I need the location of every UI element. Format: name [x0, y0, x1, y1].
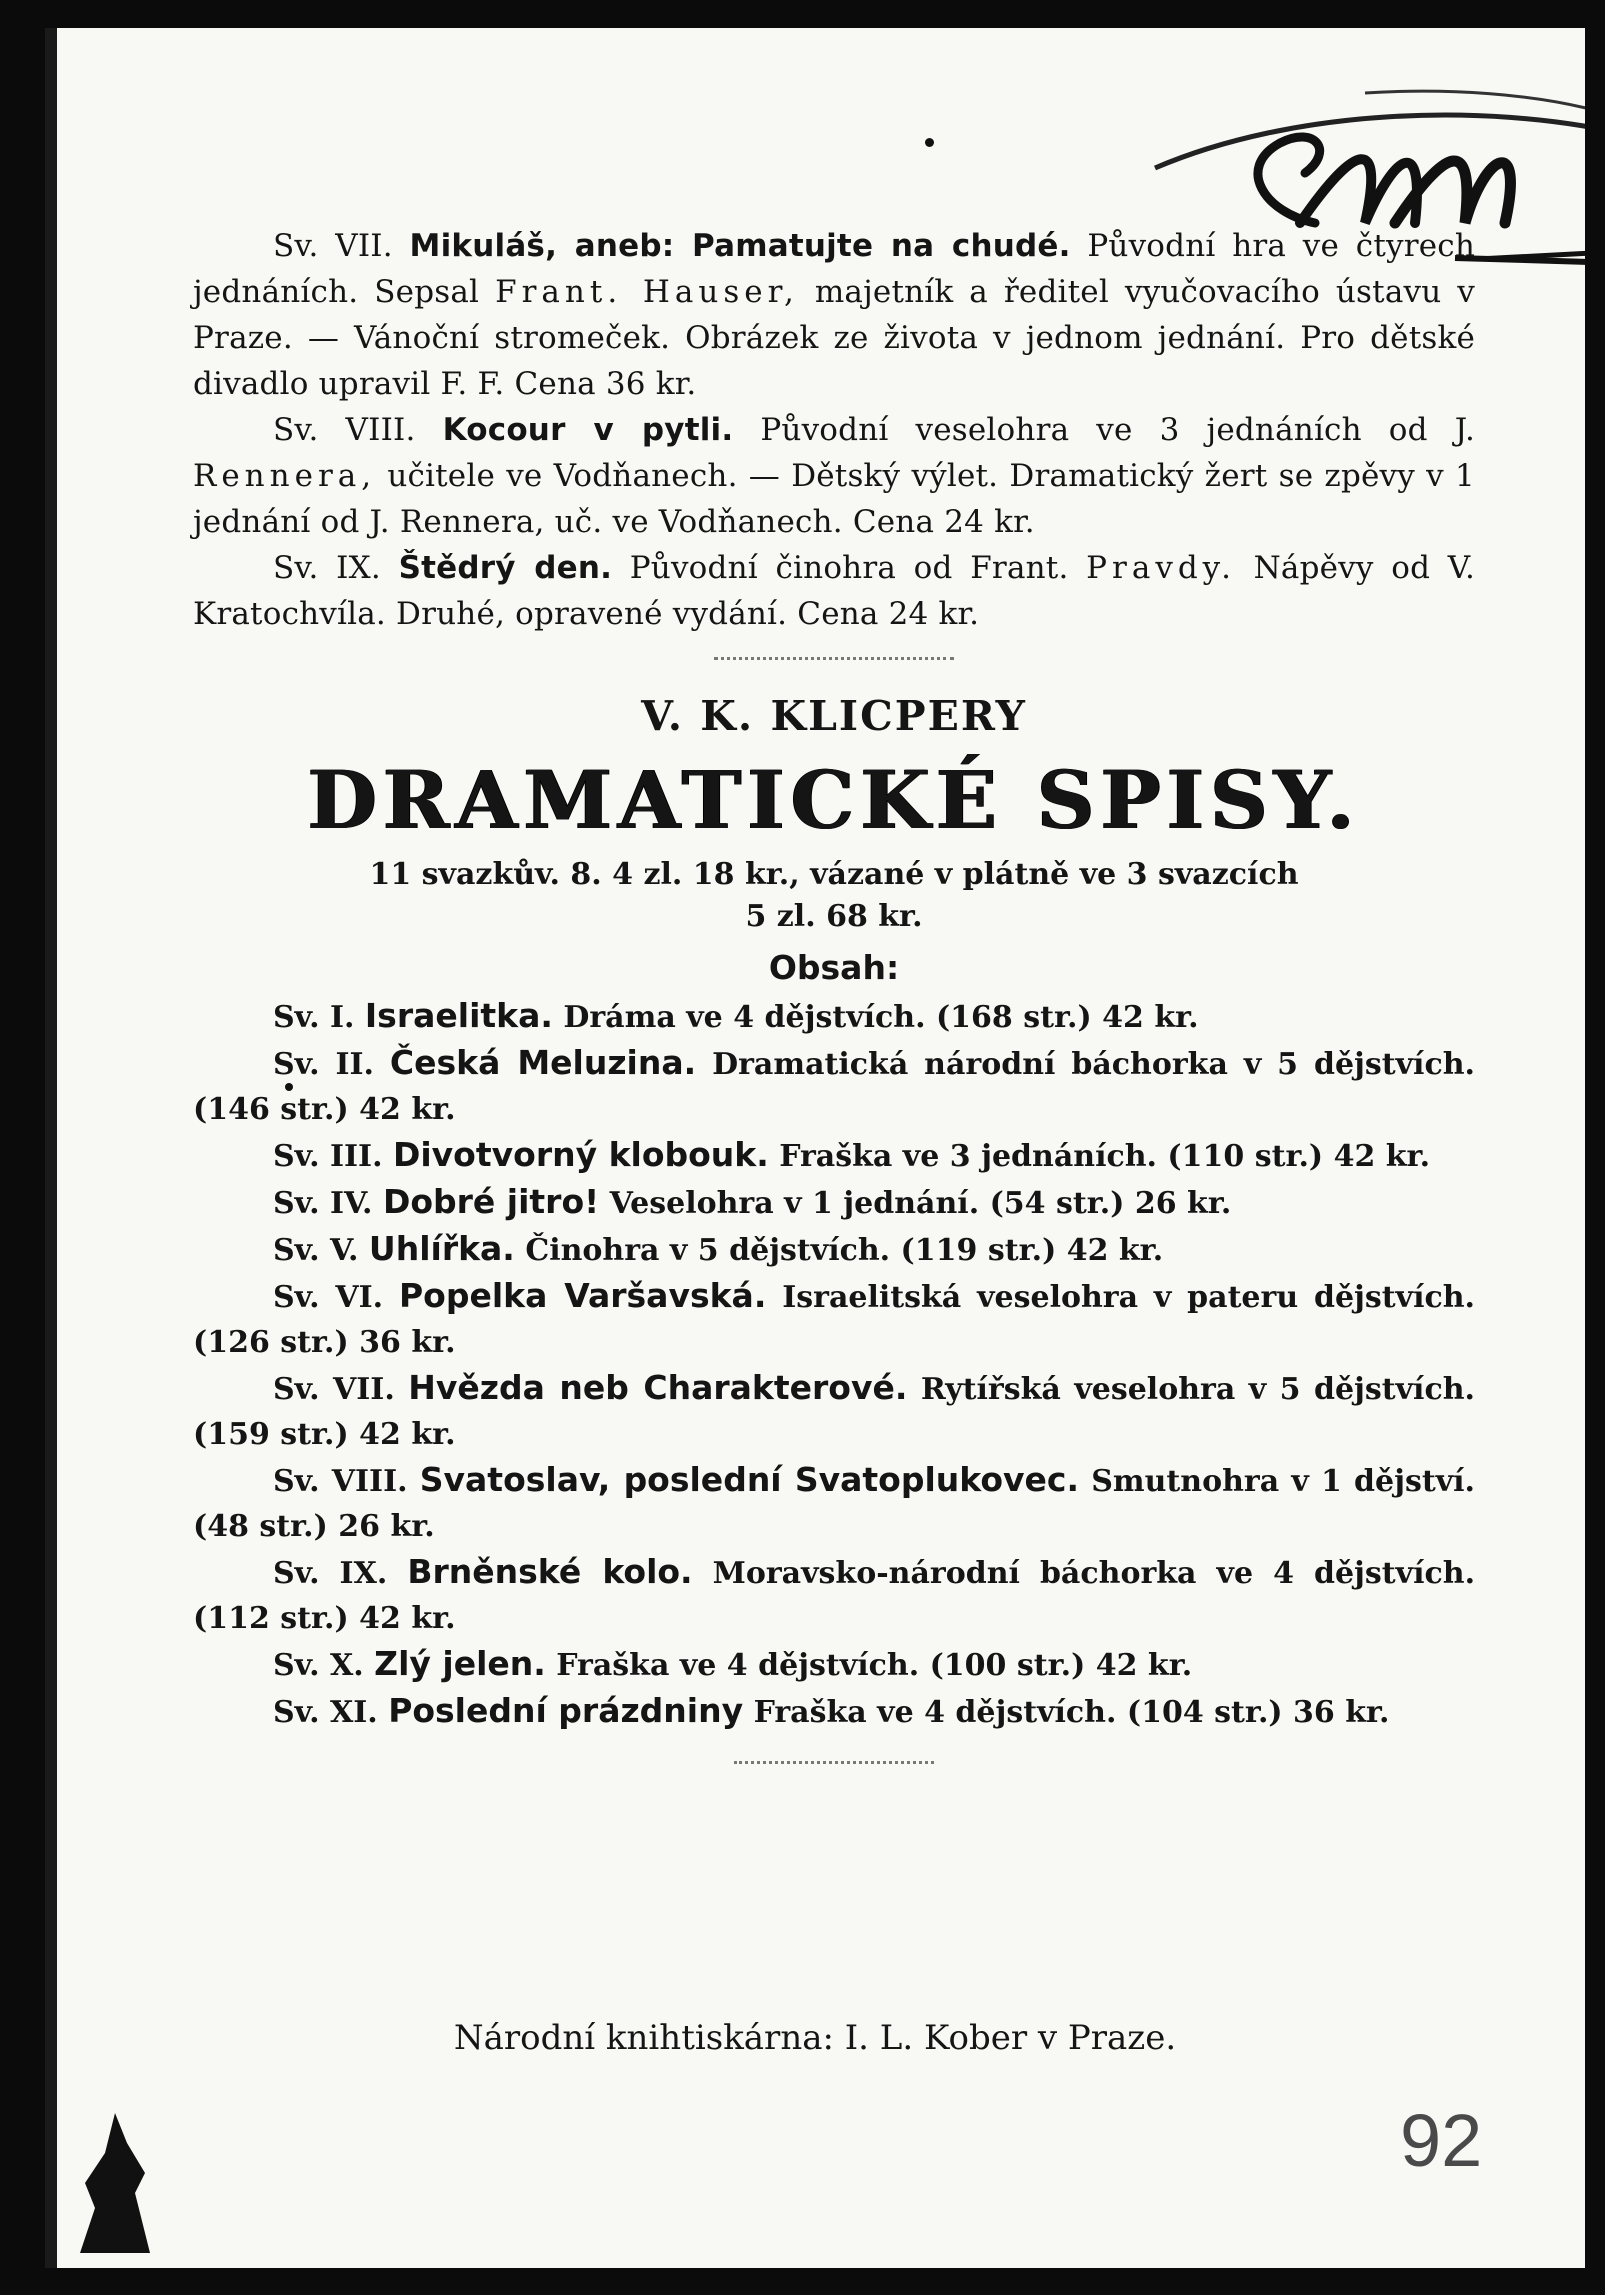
main-title: DRAMATICKÉ SPISY. [307, 753, 1361, 847]
text-block [193, 223, 1475, 1796]
list-item: Sv. II. Česká Meluzina. Dramatická národní báchorka v 5 dějstvích. (146 str.) 42 kr. [193, 1043, 1475, 1127]
scan-edge [45, 28, 57, 2268]
price-line: 5 zl. 68 kr. [745, 899, 923, 934]
page-sheet [45, 28, 1585, 2268]
volume-entry: Sv. VIII. Kocour v pytli. Původní veselohra ve 3 jednáních od J. Rennera, učitele ve Vodňanech. — Dětský výlet. Dramatický žert se zpěvy v 1 jednání od J. Rennera, uč. ve Vodňanech. Cena 24 kr. [193, 412, 1476, 540]
contents-list [193, 993, 1475, 1735]
list-item: Sv. VII. Hvězda neb Charakterové. Rytířská veselohra v 5 dějstvích. (159 str.) 42 kr. [193, 1368, 1475, 1452]
list-item: Sv. VI. Popelka Varšavská. Israelitská veselohra v pateru dějstvích. (126 str.) 36 kr. [193, 1276, 1475, 1360]
author-line: V. K. KLICPERY [641, 692, 1027, 740]
ornament-rule [714, 657, 954, 664]
page-number: 92 [1400, 2099, 1483, 2182]
ink-blot [75, 2113, 155, 2253]
list-item: Sv. VIII. Svatoslav, poslední Svatoplukovec. Smutnohra v 1 dějství. (48 str.) 26 kr. [193, 1460, 1475, 1544]
price-line: 11 svazkův. 8. 4 zl. 18 kr., vázané v plátně ve 3 svazcích [369, 857, 1299, 892]
list-item: Sv. X. Zlý jelen. Fraška ve 4 dějstvích. (100 str.) 42 kr. [273, 1644, 1193, 1683]
volume-entry: Sv. VII. Mikuláš, aneb: Pamatujte na chudé. Původní hra ve čtyrech jednáních. Sepsal Frant. Hauser, majetník a ředitel vyučovacího ústavu v Praze. — Vánoční stromeček. Obrázek ze života v jednom jednání. Pro dětské divadlo upravil F. F. Cena 36 kr. [193, 228, 1476, 402]
list-item: Sv. V. Uhlířka. Činohra v 5 dějstvích. (119 str.) 42 kr. [273, 1229, 1164, 1268]
ink-speck [285, 1083, 293, 1091]
list-item: Sv. XI. Poslední prázdniny Fraška ve 4 dějstvích. (104 str.) 36 kr. [273, 1691, 1390, 1730]
list-item: Sv. IX. Brněnské kolo. Moravsko-národní báchorka ve 4 dějstvích. (112 str.) 42 kr. [193, 1552, 1476, 1636]
printer-imprint: Národní knihtiskárna: I. L. Kober v Praze. [453, 2018, 1177, 2058]
list-item: Sv. III. Divotvorný klobouk. Fraška ve 3 jednáních. (110 str.) 42 kr. [273, 1135, 1431, 1174]
contents-heading: Obsah: [768, 948, 900, 987]
ink-speck [925, 138, 934, 147]
ornament-rule [734, 1761, 934, 1768]
list-item: Sv. IV. Dobré jitro! Veselohra v 1 jednání. (54 str.) 26 kr. [273, 1182, 1232, 1221]
volume-entry: Sv. IX. Štědrý den. Původní činohra od Frant. Pravdy. Nápěvy od V. Kratochvíla. Druhé, opravené vydání. Cena 24 kr. [193, 550, 1475, 632]
list-item: Sv. I. Israelitka. Dráma ve 4 dějstvích. (168 str.) 42 kr. [273, 996, 1199, 1035]
